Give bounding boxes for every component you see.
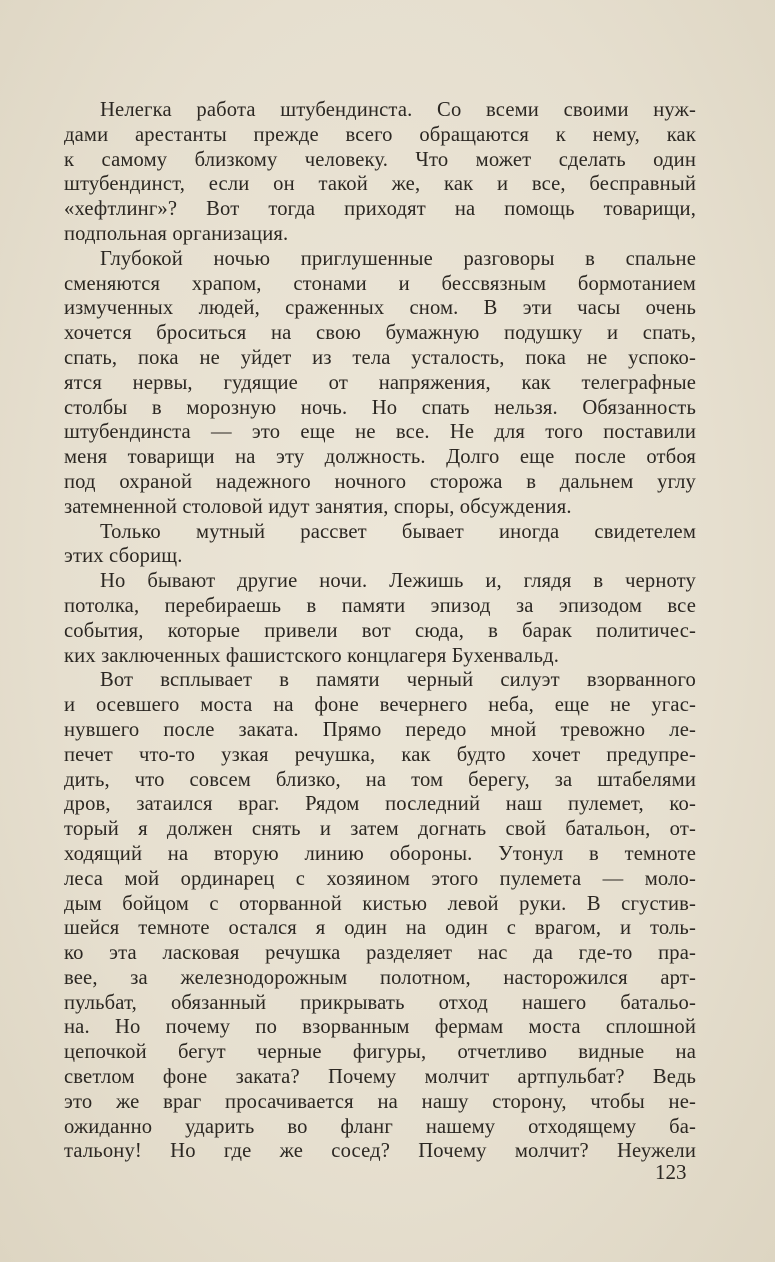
text-line: Только мутный рассвет бывает иногда свидетелем [100,520,696,543]
text-line: дами арестанты прежде всего обращаются к нему, как [64,123,696,146]
text-line: печет что-то узкая речушка, как будто хочет предупре- [64,743,696,766]
text-line: штубендинста — это еще не все. Не для того поставили [64,421,696,444]
text-line: вее, за железнодорожным полотном, насторожился арт- [64,966,696,989]
text-line: хочется броситься на свою бумажную подушку и спать, [64,322,696,345]
text-line: Глубокой ночью приглушенные разговоры в спальне [100,247,696,270]
text-line: дить, что совсем близко, на том берегу, за штабелями [64,768,696,791]
text-line: потолка, перебираешь в памяти эпизод за эпизодом все [64,594,696,617]
text-line: меня товарищи на эту должность. Долго еще после отбоя [64,446,696,469]
text-line: Вот всплывает в памяти черный силуэт взорванного [100,669,696,692]
text-line: на. Но почему по взорванным фермам моста сплошной [64,1016,696,1039]
text-line: нувшего после заката. Прямо передо мной тревожно ле- [64,718,696,741]
text-line: столбы в морозную ночь. Но спать нельзя. Обязанность [64,396,696,419]
text-line: подпольная организация. [64,222,289,245]
text-line: измученных людей, сраженных сном. В эти часы очень [64,297,696,320]
text-line: дров, затаился враг. Рядом последний наш пулемет, ко- [64,793,696,816]
text-line: тальону! Но где же сосед? Почему молчит? Неужели [64,1140,696,1163]
paragraph [64,98,696,247]
text-line: и осевшего моста на фоне вечернего неба, еще не угас- [64,694,696,717]
text-line: Но бывают другие ночи. Лежишь и, глядя в черноту [100,570,696,593]
text-line: леса мой ординарец с хозяином этого пулемета — моло- [64,867,696,890]
text-line: светлом фоне заката? Почему молчит артпульбат? Ведь [64,1066,696,1089]
text-line: ких заключенных фашистского концлагеря Бухенвальд. [64,644,560,667]
text-line: ятся нервы, гудящие от напряжения, как телеграфные [64,371,696,394]
paragraph [64,520,696,570]
text-line: события, которые привели вот сюда, в барак политичес- [64,619,696,642]
text-line: под охраной надежного ночного сторожа в дальнем углу [64,470,696,493]
text-line: «хефтлинг»? Вот тогда приходят на помощь товарищи, [64,198,696,221]
text-line: спать, пока не уйдет из тела усталость, пока не успоко- [64,346,696,369]
text-line: затемненной столовой идут занятия, споры, обсуждения. [64,495,572,518]
text-line: ожиданно ударить во фланг нашему отходящему ба- [64,1115,696,1138]
text-line: это же враг просачивается на нашу сторону, чтобы не- [64,1090,696,1113]
text-line: торый я должен снять и затем догнать свой батальон, от- [64,818,696,841]
text-line: Нелегка работа штубендинста. Со всеми своими нуж- [100,99,696,121]
text-line: к самому близкому человеку. Что может сделать один [64,148,696,171]
text-line: ко эта ласковая речушка разделяет нас да где-то пра- [64,942,696,965]
text-line: дым бойцом с оторванной кистью левой руки. В сгустив- [64,892,696,915]
text-line: шейся темноте остался я один на один с врагом, и толь- [64,917,696,940]
page-number: 123 [655,1160,687,1184]
text-line: сменяются храпом, стонами и бессвязным бормотанием [64,272,696,295]
text-line: штубендинст, если он такой же, как и все, бесправный [64,173,696,196]
paragraph [64,569,696,668]
text-line: цепочкой бегут черные фигуры, отчетливо видные на [64,1041,696,1064]
text-line: пульбат, обязанный прикрывать отход нашего батальо- [64,991,696,1014]
text-line: ходящий на вторую линию обороны. Утонул в темноте [64,842,696,865]
text-line: этих сборищ. [64,545,183,568]
paragraph [64,247,696,520]
body-text [64,98,696,1164]
paragraph [64,668,696,1164]
